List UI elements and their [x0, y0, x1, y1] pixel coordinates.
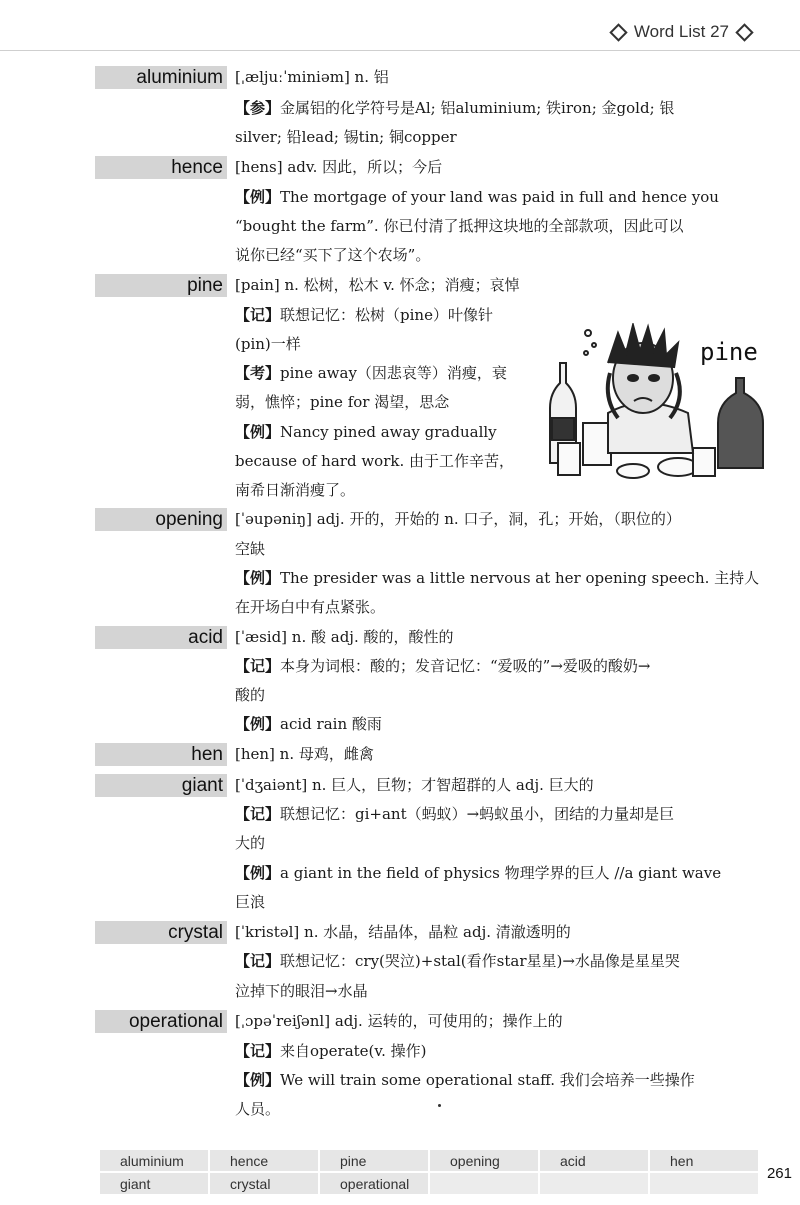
entry-tag: 【记】: [235, 306, 281, 324]
entry-line: silver; 铅lead; 锡tin; 铜copper: [235, 128, 457, 146]
entry-tag: 【记】: [235, 1042, 281, 1060]
entry-line: 在开场白中有点紧张。: [235, 598, 386, 616]
entry-line: 【参】金属铝的化学符号是Al; 铝aluminium; 铁iron; 金gold; 银: [235, 99, 675, 117]
entry-tag: 【考】: [235, 364, 281, 382]
review-word: hence: [210, 1150, 320, 1173]
entry-line: “bought the farm”. 你已付清了抵押这块地的全部款项，因此可以: [235, 217, 684, 235]
entry-tag: 【记】: [235, 805, 281, 823]
headword: giant: [95, 774, 227, 797]
definition: [hens] adv. 因此，所以；今后: [235, 158, 443, 176]
entry-line: because of hard work. 由于工作辛苦，: [235, 452, 514, 470]
entry-line: 【例】acid rain 酸雨: [235, 715, 382, 733]
entry-line: 酸的: [235, 686, 266, 704]
entry-line: 人员。: [235, 1100, 281, 1118]
review-word: giant: [100, 1173, 210, 1196]
review-word: aluminium: [100, 1150, 210, 1173]
entry-line: 【记】来自operate(v. 操作): [235, 1042, 427, 1060]
word-list-title: Word List 27: [633, 22, 729, 41]
definition: [pain] n. 松树，松木 v. 怀念；消瘦；哀悼: [235, 276, 520, 294]
definition: [ˈkristəl] n. 水晶，结晶体，晶粒 adj. 清澈透明的: [235, 923, 571, 941]
header-divider: [0, 50, 800, 51]
entry-tag: 【记】: [235, 657, 281, 675]
entry-line: 【例】We will train some operational staff. 我们会培养一些操作: [235, 1071, 695, 1089]
headword: aluminium: [95, 66, 227, 89]
headword: acid: [95, 626, 227, 649]
headword: crystal: [95, 921, 227, 944]
entry-line: 说你已经“买下了这个农场”。: [235, 246, 431, 264]
entry-line: 【例】a giant in the field of physics 物理学界的巨人 //a giant wave: [235, 864, 722, 882]
definition: [ˈdʒaiənt] n. 巨人，巨物；才智超群的人 adj. 巨大的: [235, 776, 594, 794]
review-word: hen: [650, 1150, 760, 1173]
entry-line: 泣掉下的眼泪→水晶: [235, 982, 368, 1000]
entry-tag: 【例】: [235, 423, 281, 441]
page-header: [603, 22, 760, 42]
entry-line: 巨浪: [235, 893, 266, 911]
definition: [ˈæsid] n. 酸 adj. 酸的，酸性的: [235, 628, 454, 646]
review-word: operational: [320, 1173, 430, 1196]
review-word-grid: [100, 1150, 760, 1196]
entry-tag: 【例】: [235, 1071, 281, 1089]
entry-line: 【记】联想记忆：松树（pine）叶像针: [235, 306, 493, 324]
entry-line: 【记】联想记忆：cry(哭泣)+stal(看作star星星)→水晶像是星星哭: [235, 952, 680, 970]
entry-line: 大的: [235, 834, 266, 852]
entry-line: 【记】本身为词根：酸的；发音记忆：“爱吸的”→爱吸的酸奶→: [235, 657, 651, 675]
entry-line: 【例】The mortgage of your land was paid in full and hence you: [235, 188, 719, 206]
entry-tag: 【例】: [235, 569, 281, 587]
definition: [ˌæljuːˈminiəm] n. 铝: [235, 68, 389, 86]
entry-tag: 【例】: [235, 188, 281, 206]
page-number: 261: [766, 1165, 792, 1182]
diamond-icon: [609, 23, 627, 41]
entry-line: (pin)一样: [235, 335, 301, 353]
stray-mark: [438, 1104, 441, 1107]
entry-line: 【考】pine away（因悲哀等）消瘦，衰: [235, 364, 507, 382]
headword: hence: [95, 156, 227, 179]
entry-tag: 【例】: [235, 864, 281, 882]
review-empty-cell: [540, 1173, 650, 1196]
headword: opening: [95, 508, 227, 531]
definition: [ˈəupəniŋ] adj. 开的，开始的 n. 口子，洞，孔；开始，（职位的）: [235, 510, 681, 528]
definition: [hen] n. 母鸡，雌禽: [235, 745, 374, 763]
review-word: pine: [320, 1150, 430, 1173]
headword: operational: [95, 1010, 227, 1033]
entry-line: 南希日渐消瘦了。: [235, 481, 356, 499]
entry-line: 【记】联想记忆：gi+ant（蚂蚁）→蚂蚁虽小，团结的力量却是巨: [235, 805, 675, 823]
headword: pine: [95, 274, 227, 297]
review-empty-cell: [430, 1173, 540, 1196]
entry-line: 【例】Nancy pined away gradually: [235, 423, 497, 441]
review-word: opening: [430, 1150, 540, 1173]
headword: hen: [95, 743, 227, 766]
entry-line: 空缺: [235, 540, 266, 558]
review-word: acid: [540, 1150, 650, 1173]
illustration-label: pine: [700, 338, 758, 366]
entry-tag: 【例】: [235, 715, 281, 733]
entry-tag: 【记】: [235, 952, 281, 970]
definition: [ˌɔpəˈreiʃənl] adj. 运转的，可使用的；操作上的: [235, 1012, 563, 1030]
entry-line: 【例】The presider was a little nervous at her opening speech. 主持人: [235, 569, 760, 587]
entry-line: 弱，憔悴；pine for 渴望，思念: [235, 393, 450, 411]
review-empty-cell: [650, 1173, 760, 1196]
entry-tag: 【参】: [235, 99, 281, 117]
review-word: crystal: [210, 1173, 320, 1196]
diamond-icon: [735, 23, 753, 41]
